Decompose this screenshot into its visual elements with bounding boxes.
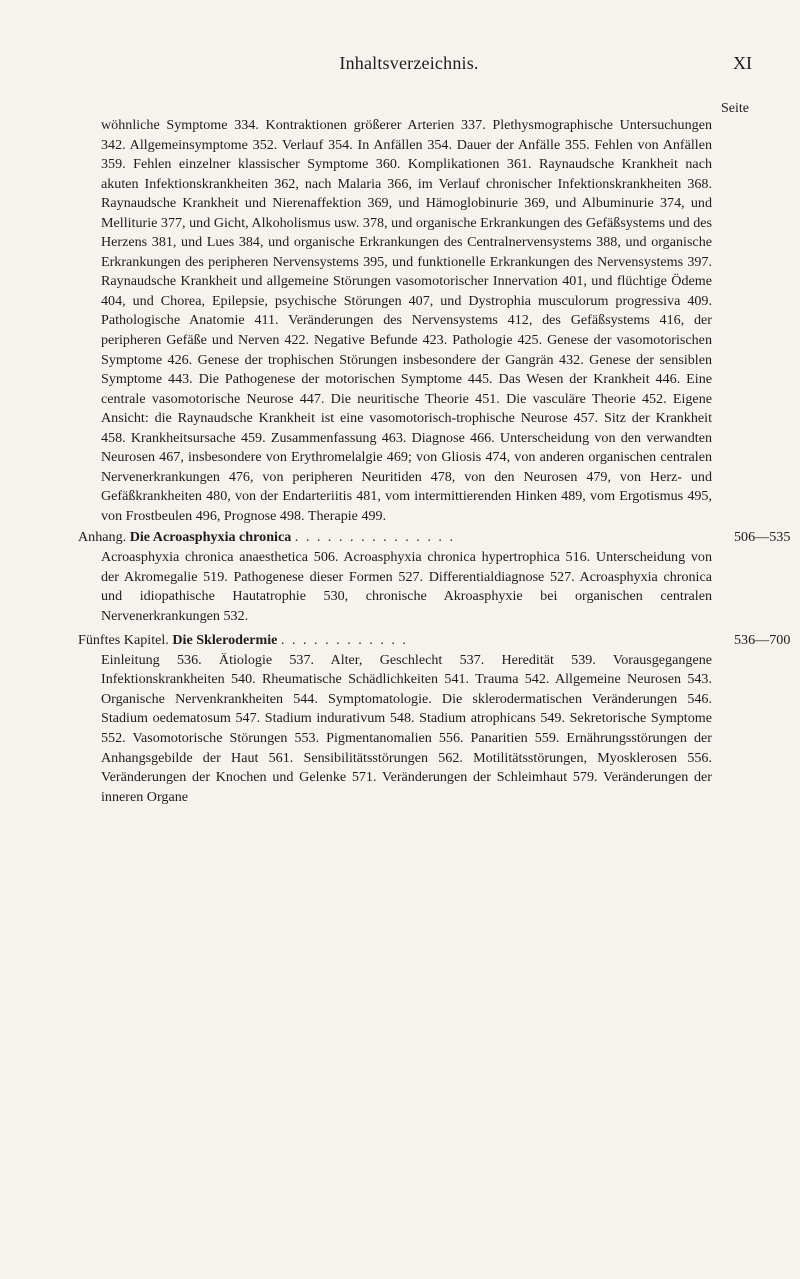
page-column-label: Seite <box>721 101 749 116</box>
entry-title: Die Acroasphyxia chronica <box>129 529 292 546</box>
toc-entry-acroasphyxia <box>78 528 791 626</box>
toc-entry-description: Acroasphyxia chronica anaesthetica 506. Acroasphyxia chronica hypertrophica 516. Unterscheidung von der Akromegalie 519. Pathogenese dieser Formen 527. Differentialdiagnose 527. Acroasphyxia chronica und idiopathische Hautatrophie 530, chronische Akroasphyxie bei organischen centralen Nervenerkrankungen 532. <box>101 549 712 624</box>
dot-leader: . . . . . . . . . . . . . . . <box>294 529 455 546</box>
toc-text-block <box>78 116 791 807</box>
entry-prefix: Fünftes Kapitel. <box>78 632 169 649</box>
toc-entry-heading <box>78 528 791 548</box>
entry-title: Die Sklerodermie <box>172 632 278 649</box>
page-number: XI <box>733 53 752 73</box>
toc-entry-sklerodermie <box>78 631 791 807</box>
toc-continuation-paragraph: wöhnliche Symptome 334. Kontraktionen größerer Arterien 337. Plethysmographische Untersuchungen 342. Allgemeinsymptome 352. Verlauf 354. In Anfällen 354. Dauer der Anfälle 355. Fehlen von Anfällen 359. Fehlen einzelner klassischer Symptome 360. Komplikationen 361. Raynaudsche Krankheit nach akuten Infektionskrankheiten 362, nach Malaria 366, im Verlauf chronischer Infektionskrankheiten 368. Raynaudsche Krankheit und Nierenaffektion 369, und Hämoglobinurie 369, und Albuminurie 374, und Melliturie 377, und Gicht, Alkoholismus usw. 378, und organische Erkrankungen des Gefäßsystems und des Herzens 381, und Lues 384, und organische Erkrankungen des Centralnervensystems 388, und organische Erkrankungen des peripheren Nervensystems 395, und funktionelle Erkrankungen des Nervensystems 397. Raynaudsche Krankheit und allgemeine Störungen vasomotorischer Innervation 401, und flüchtige Ödeme 404, und Chorea, Epilepsie, psychische Störungen 407, und Dystrophia musculorum progressiva 409. Pathologische Anatomie 411. Veränderungen des Nervensystems 412, des Gefäßsystems 416, der peripheren Gefäße und Nerven 422. Negative Befunde 423. Pathologie 425. Genese der vasomotorischen Symptome 426. Genese der trophischen Störungen insbesondere der Gangrän 432. Genese der sensiblen Symptome 443. Die Pathogenese der motorischen Symptome 445. Das Wesen der Krankheit 446. Eine centrale vasomotorische Neurose 447. Die neuritische Theorie 451. Die vasculäre Theorie 452. Eigene Ansicht: die Raynaudsche Krankheit ist eine vasomotorisch-trophische Neurose 457. Sitz der Krankheit 458. Krankheitsursache 459. Zusammenfassung 463. Diagnose 466. Unterscheidung von den verwandten Neurosen 467, insbesondere von Erythromelalgie 469; von Gliosis 474, von anderen organischen centralen Nervenerkrankungen 476, von peripheren Neuritiden 478, von den Neurosen 479, von Herz- und Gefäßkrankheiten 480, von der Endarteriitis 481, vom intermittierenden Hinken 489, vom Ergotismus 495, von Frostbeulen 496, Prognose 498. Therapie 499. <box>101 117 712 524</box>
toc-entry-description: Einleitung 536. Ätiologie 537. Alter, Geschlecht 537. Heredität 539. Vorausgegangene Infektionskrankheiten 540. Rheumatische Schädlichkeiten 541. Trauma 542. Allgemeine Neurosen 543. Organische Nervenkrankheiten 544. Symptomatologie. Die sklerodermatischen Veränderungen 546. Stadium oedematosum 547. Stadium indurativum 548. Stadium atrophicans 549. Sekretorische Symptome 552. Vasomotorische Störungen 553. Pigmentanomalien 556. Panaritien 559. Ernährungsstörungen der Anhangsgebilde der Haut 561. Sensibilitätsstörungen 562. Motilitätsstörungen, Myosklerosen 556. Veränderungen der Knochen und Gelenke 571. Veränderungen der Schleimhaut 579. Veränderungen der inneren Organe <box>101 651 712 805</box>
entry-page-range: 536—700 <box>734 632 791 649</box>
running-head-title: Inhaltsverzeichnis. <box>339 53 479 73</box>
entry-page-range: 506—535 <box>734 529 791 546</box>
toc-entry-heading <box>78 631 791 651</box>
dot-leader: . . . . . . . . . . . . <box>280 632 408 649</box>
entry-prefix: Anhang. <box>78 529 127 546</box>
